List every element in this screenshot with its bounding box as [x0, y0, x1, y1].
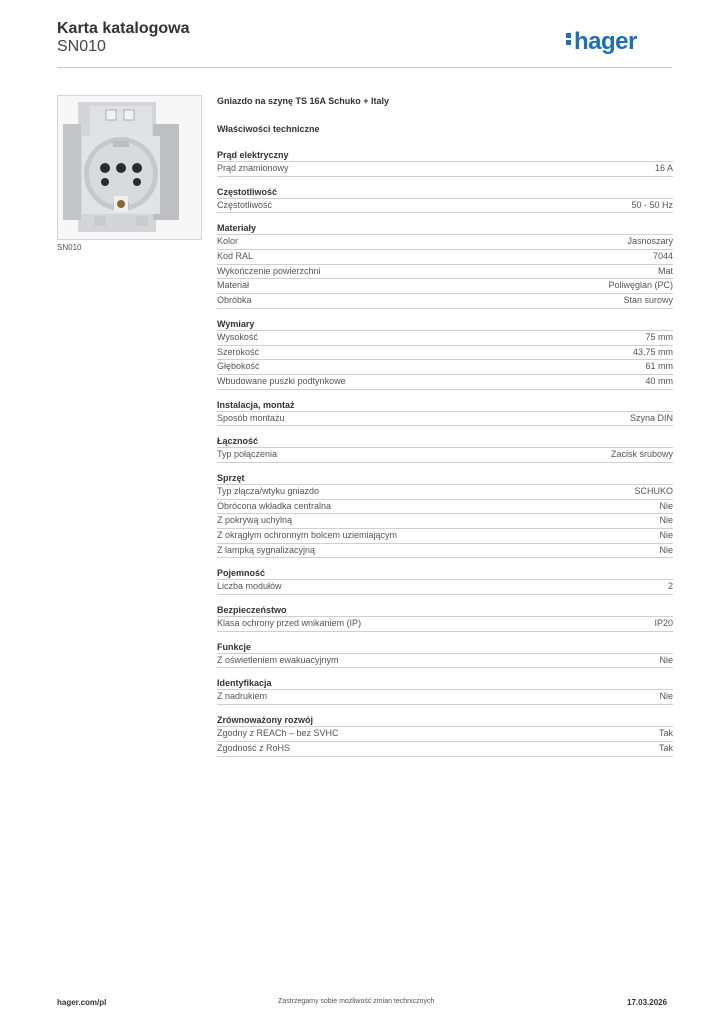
- spec-label: Obróbka: [217, 295, 252, 306]
- spec-row: [217, 199, 673, 214]
- spec-label: Zgodność z RoHS: [217, 742, 291, 753]
- spec-group-title: Instalacja, montaż: [217, 398, 673, 412]
- spec-value: 40 mm: [645, 375, 673, 386]
- spec-value: 61 mm: [645, 361, 673, 372]
- spec-group: [217, 676, 673, 705]
- spec-label: Z lampką sygnalizacyjną: [217, 544, 316, 555]
- footer-url[interactable]: hager.com/pl: [57, 998, 107, 1007]
- product-code: SN010: [57, 38, 106, 55]
- spec-group-title: Bezpieczeństwo: [217, 603, 673, 617]
- spec-value: 16 A: [654, 163, 673, 173]
- spec-label: Głębokość: [217, 361, 260, 372]
- spec-group: [217, 148, 673, 177]
- spec-row: [217, 162, 673, 177]
- product-image: [57, 95, 202, 240]
- spec-label: Prąd znamionowy: [217, 163, 289, 173]
- spec-row: [217, 346, 673, 361]
- spec-label: Wbudowane puszki podtynkowe: [217, 375, 346, 386]
- specs-content: [217, 96, 673, 765]
- spec-label: Kod RAL: [217, 251, 254, 262]
- tech-properties-title: Właściwości techniczne: [217, 124, 320, 134]
- footer-note: Zastrzegamy sobie możliwość zmian technicznych: [278, 998, 435, 1005]
- spec-group-title: Częstotliwość: [217, 185, 673, 199]
- spec-label: Wysokość: [217, 331, 258, 342]
- spec-value: SCHUKO: [634, 485, 673, 496]
- spec-label: Liczba modułów: [217, 581, 282, 592]
- spec-value: Nie: [659, 544, 673, 555]
- spec-row: [217, 448, 673, 463]
- spec-value: IP20: [654, 618, 673, 629]
- spec-group: [217, 471, 673, 558]
- spec-row: [217, 580, 673, 595]
- spec-value: Nie: [659, 515, 673, 526]
- spec-group: [217, 434, 673, 463]
- spec-row: [217, 279, 673, 294]
- spec-row: [217, 654, 673, 669]
- spec-group: [217, 221, 673, 308]
- spec-row: [217, 375, 673, 390]
- spec-label: Zgodny z REACh – bez SVHC: [217, 728, 339, 739]
- page-title: Karta katalogowa: [57, 20, 190, 37]
- spec-group: [217, 713, 673, 756]
- socket-illustration: [58, 96, 201, 239]
- spec-group-title: Materiały: [217, 221, 673, 235]
- spec-row: [217, 235, 673, 250]
- spec-row: [217, 360, 673, 375]
- spec-row: [217, 727, 673, 742]
- spec-group-title: Wymiary: [217, 317, 673, 331]
- spec-row: [217, 529, 673, 544]
- spec-label: Materiał: [217, 280, 250, 291]
- spec-label: Szerokość: [217, 346, 260, 357]
- spec-row: [217, 294, 673, 309]
- spec-value: Tak: [658, 728, 673, 739]
- spec-row: [217, 617, 673, 632]
- spec-value: Nie: [659, 530, 673, 540]
- spec-row: [217, 250, 673, 265]
- spec-value: Szyna DIN: [629, 412, 673, 423]
- logo-text: hager: [574, 28, 637, 55]
- spec-label: Z nadrukiem: [217, 691, 268, 702]
- spec-label: Klasa ochrony przed wnikaniem (IP): [217, 618, 362, 629]
- spec-label: Z pokrywą uchylną: [217, 515, 293, 526]
- spec-row: [217, 331, 673, 346]
- spec-label: Typ połączenia: [217, 449, 278, 460]
- logo-dots-icon: [566, 31, 572, 47]
- spec-value: Poliwęglan (PC): [608, 280, 673, 291]
- spec-group: [217, 640, 673, 669]
- spec-label: Obrócona wkładka centralna: [217, 500, 332, 511]
- spec-value: Tak: [658, 742, 673, 753]
- spec-label: Z oświetleniem ewakuacyjnym: [217, 654, 339, 665]
- spec-group: [217, 398, 673, 427]
- spec-label: Kolor: [217, 236, 239, 247]
- spec-group-title: Zrównoważony rozwój: [217, 713, 673, 727]
- spec-value: Zacisk śrubowy: [610, 449, 673, 460]
- spec-value: Nie: [659, 500, 673, 511]
- spec-group-title: Pojemność: [217, 566, 673, 580]
- spec-group: [217, 317, 673, 390]
- spec-value: Mat: [657, 265, 673, 276]
- spec-row: [217, 485, 673, 500]
- spec-group-title: Prąd elektryczny: [217, 148, 673, 162]
- spec-value: 7044: [652, 251, 673, 262]
- spec-value: Nie: [659, 654, 673, 665]
- spec-groups: [217, 148, 673, 757]
- image-caption: SN010: [57, 243, 82, 252]
- hager-logo: [566, 28, 637, 56]
- spec-value: 75 mm: [645, 331, 673, 342]
- spec-value: 50 - 50 Hz: [631, 199, 673, 210]
- spec-row: [217, 265, 673, 280]
- spec-group-title: Identyfikacja: [217, 676, 673, 690]
- spec-label: Z okrągłym ochronnym bolcem uziemiającym: [217, 530, 398, 540]
- spec-row: [217, 514, 673, 529]
- spec-value: 2: [667, 581, 673, 592]
- spec-value: 43,75 mm: [632, 346, 673, 357]
- spec-row: [217, 742, 673, 757]
- spec-label: Wykończenie powierzchni: [217, 265, 321, 276]
- spec-group: [217, 603, 673, 632]
- spec-group-title: Funkcje: [217, 640, 673, 654]
- spec-value: Jasnoszary: [627, 236, 673, 247]
- spec-group-title: Łączność: [217, 434, 673, 448]
- product-name: Gniazdo na szynę TS 16A Schuko + Italy: [217, 96, 389, 106]
- footer-date: 17.03.2026: [627, 998, 668, 1007]
- spec-label: Typ złącza/wtyku gniazdo: [217, 485, 320, 496]
- spec-group: [217, 566, 673, 595]
- spec-row: [217, 690, 673, 705]
- spec-row: [217, 412, 673, 427]
- spec-row: [217, 500, 673, 515]
- spec-group: [217, 185, 673, 214]
- spec-row: [217, 544, 673, 559]
- header-divider: [57, 67, 672, 68]
- spec-group-title: Sprzęt: [217, 471, 673, 485]
- spec-value: Stan surowy: [623, 295, 673, 306]
- spec-label: Sposób montażu: [217, 412, 285, 423]
- spec-value: Nie: [659, 691, 673, 702]
- spec-label: Częstotliwość: [217, 199, 273, 210]
